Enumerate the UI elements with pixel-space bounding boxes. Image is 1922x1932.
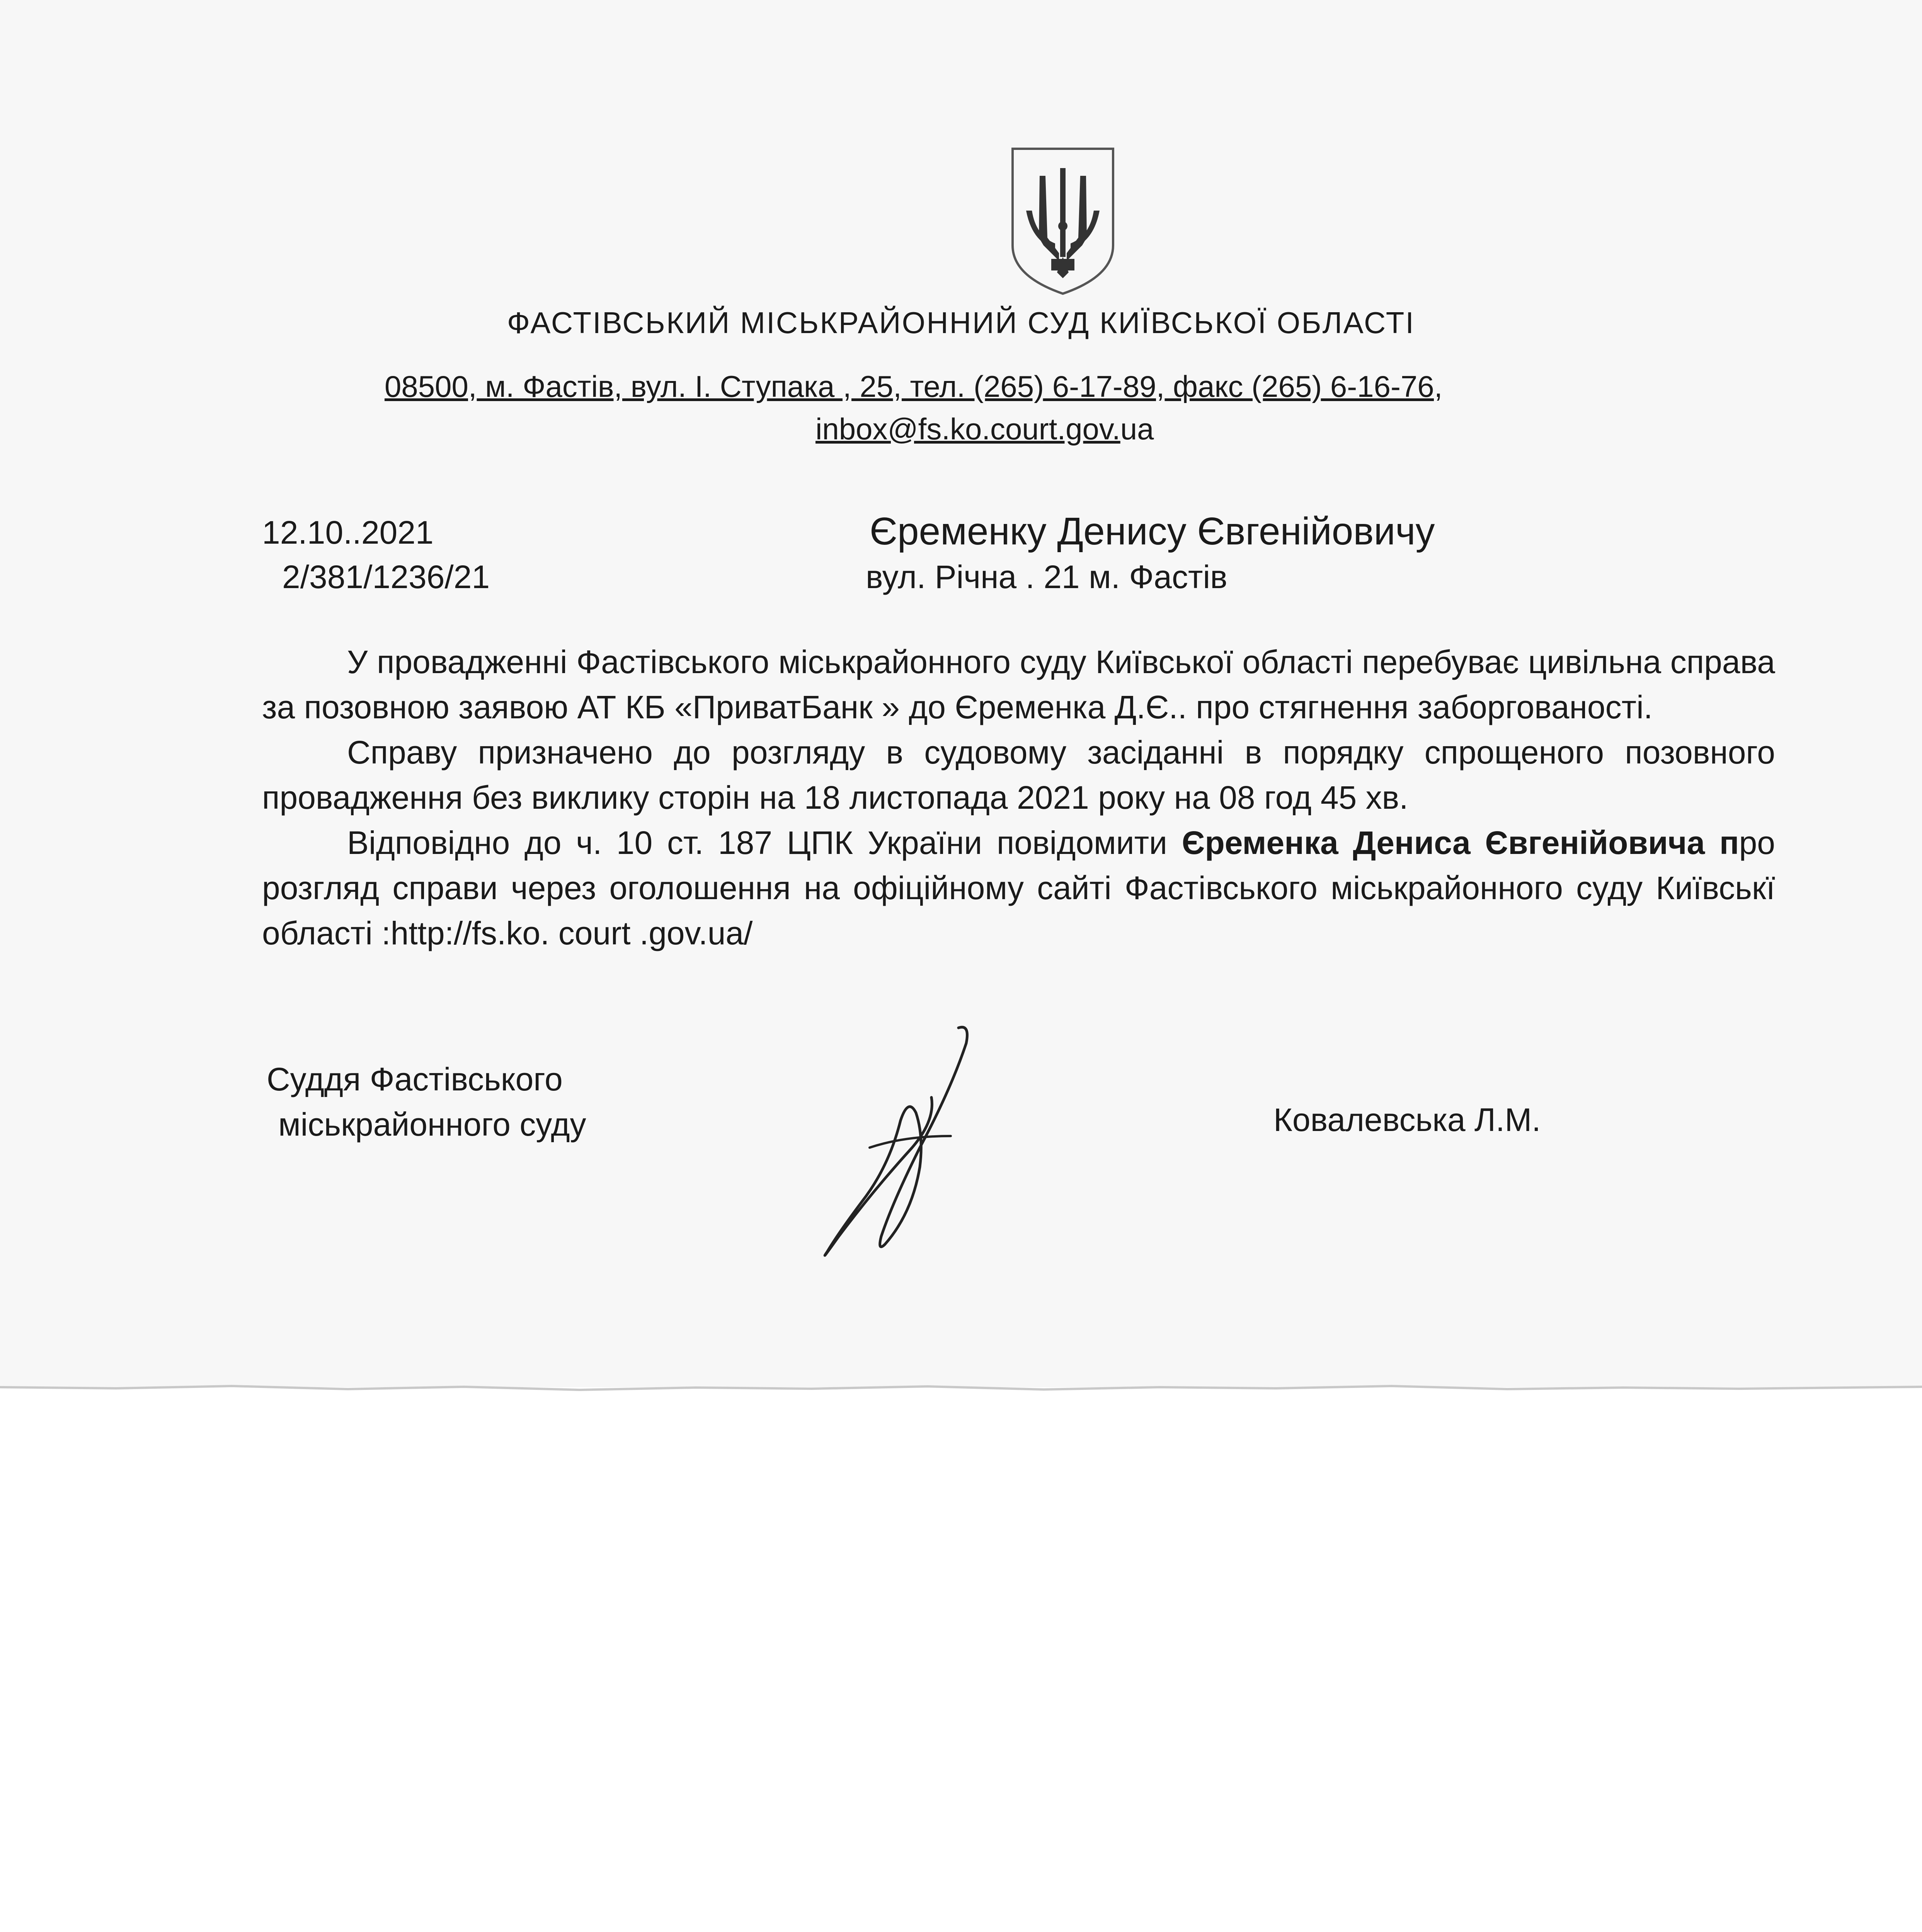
- email-link[interactable]: inbox@fs.ko.court.gov.: [815, 412, 1120, 446]
- judge-title-line2: міськрайонного суду: [278, 1106, 586, 1143]
- court-name-heading: ФАСТІВСЬКИЙ МІСЬКРАЙОННИЙ СУД КИЇВСЬКОЇ ОБЛАСТІ: [507, 306, 1415, 340]
- judge-name: Ковалевська Л.М.: [1273, 1102, 1541, 1138]
- recipient-name: Єременку Денису Євгенійовичу: [870, 510, 1435, 553]
- court-address: 08500, м. Фастів, вул. І. Ступака , 25, тел. (265) 6-17-89, факс (265) 6-16-76,: [385, 369, 1443, 403]
- letter-date: 12.10..2021: [262, 514, 434, 551]
- recipient-address: вул. Річна . 21 м. Фастів: [866, 559, 1227, 595]
- defendant-name: Єременка Дениса Євгенійовича: [1181, 825, 1705, 861]
- paragraph-notice: [262, 820, 1775, 956]
- case-reference: 2/381/1236/21: [282, 559, 490, 595]
- paragraph-hearing: Справу призначено до розгляду в судовому засіданні в порядку спрощеного позовного провадження без виклику сторін на 18 листопада 2021 року на 08 год 45 хв.: [262, 734, 1775, 816]
- notice-text-start: Відповідно до ч. 10 ст. 187 ЦПК України повідомити: [347, 825, 1182, 861]
- coat-of-arms-icon: [1005, 145, 1121, 298]
- bold-letter: п: [1719, 825, 1739, 861]
- torn-scan-edge: [0, 1381, 1922, 1397]
- court-email: [815, 412, 1154, 447]
- judge-title-line1: Суддя Фастівського: [267, 1061, 563, 1097]
- email-suffix: ua: [1120, 412, 1154, 446]
- notice-text-end: ро розгляд справи через оголошення на офіційному сайті Фастівського міськрайонного суду Київськї області :http://fs.ko. court .gov.ua/: [262, 825, 1775, 951]
- handwritten-signature: [804, 1020, 1005, 1267]
- letter-body: [262, 639, 1775, 956]
- paragraph-proceedings: У провадженні Фастівського міськрайонного суду Київської області перебуває цивільна справа за позовною заявою АТ КБ «ПриватБанк » до Єременка Д.Є.. про стягнення заборгованості.: [262, 644, 1775, 725]
- judge-title: [267, 1057, 586, 1147]
